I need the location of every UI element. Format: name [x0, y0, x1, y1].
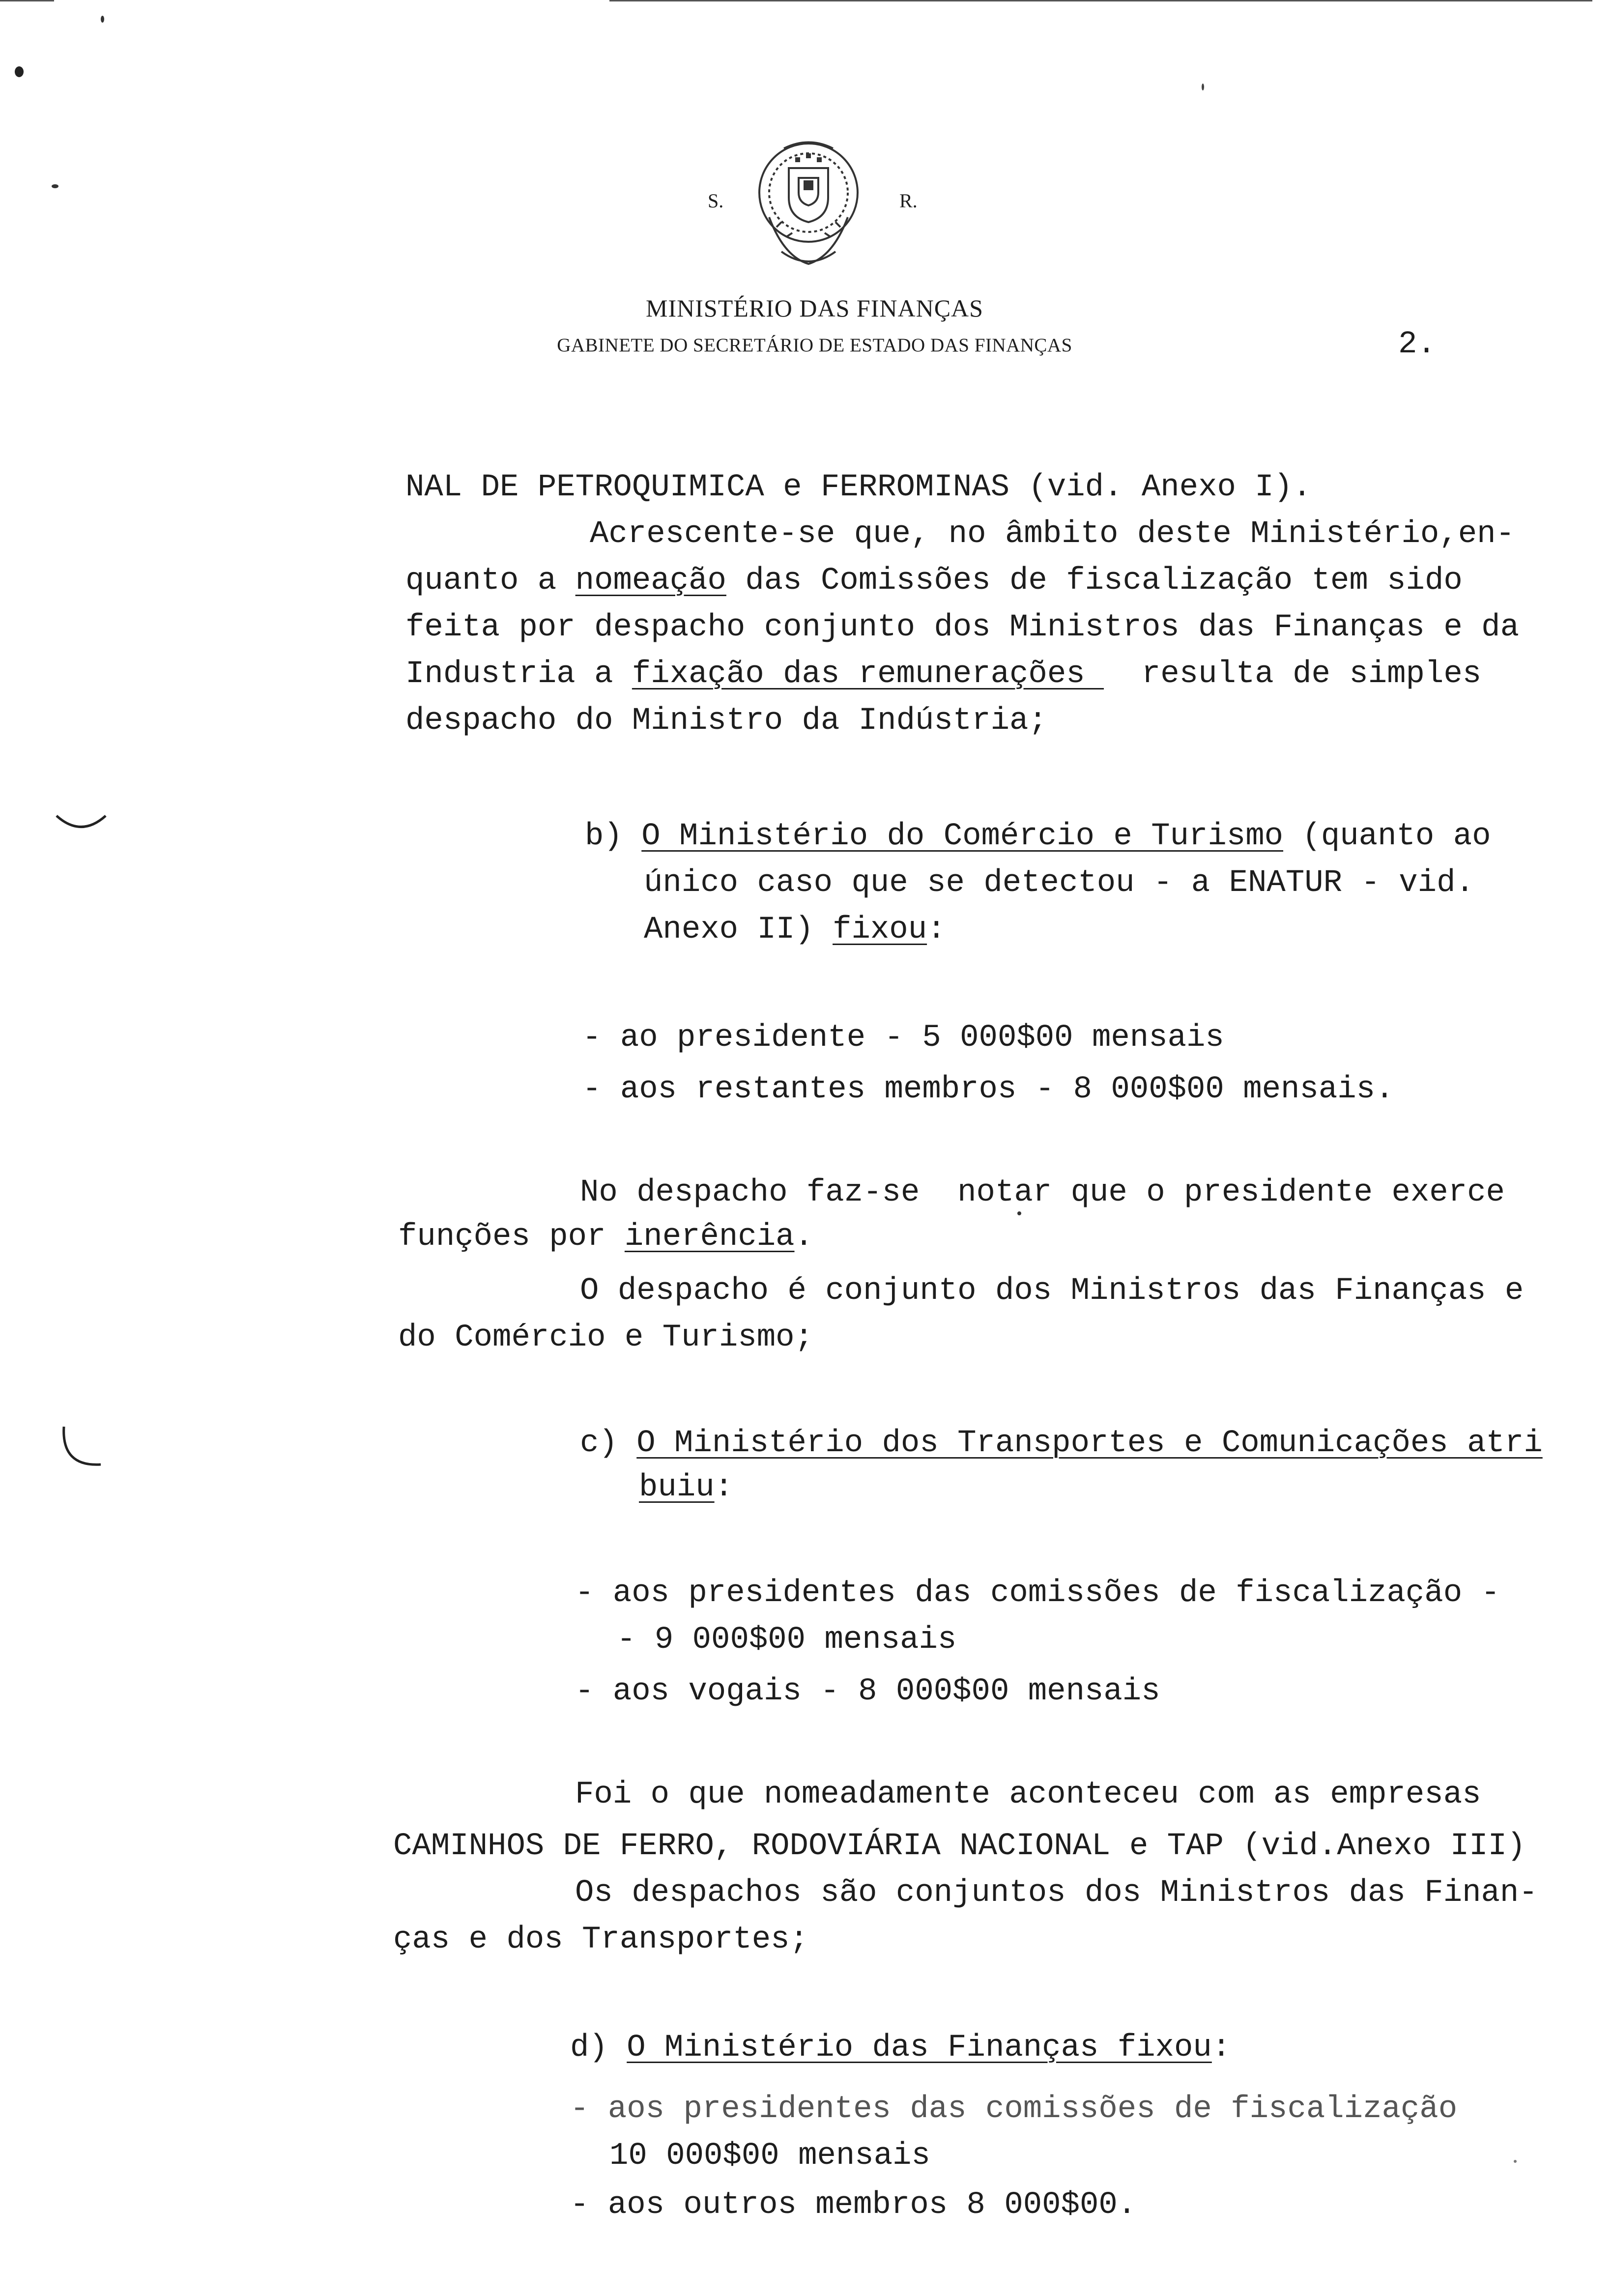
scan-speck [1202, 84, 1204, 90]
item-b-heading [585, 821, 1491, 852]
text-fragment: funções por [398, 1219, 625, 1255]
text-fragment: quanto a [405, 563, 576, 599]
underlined-phrase: inerência [624, 1219, 795, 1255]
scan-speck [1017, 1211, 1021, 1215]
item-d-heading [570, 2032, 1231, 2064]
text-fragment: : [927, 912, 946, 947]
text-line: feita por despacho conjunto dos Ministros das Finanças e da [405, 610, 1519, 645]
text-line [639, 1472, 733, 1503]
text-line: No despacho faz-se notar que o presidente exerce [580, 1175, 1505, 1210]
text-line: Acrescente-se que, no âmbito deste Ministério,en- [590, 517, 1515, 552]
list-item: 10 000$00 mensais [609, 2138, 930, 2174]
ministry-office: GABINETE DO SECRETÁRIO DE ESTADO DAS FINANÇAS [557, 335, 1072, 356]
text-line [644, 914, 946, 946]
text-fragment: b) [585, 819, 642, 854]
item-c-heading [580, 1428, 1543, 1459]
page-number: 2. [1398, 327, 1436, 362]
text-line: NAL DE PETROQUIMICA e FERROMINAS (vid. Anexo I). [405, 470, 1312, 505]
list-item: - aos restantes membros - 8 000$00 mensais. [582, 1072, 1394, 1107]
underlined-phrase: O Ministério das Finanças fixou [627, 2030, 1212, 2066]
list-item: - aos presidentes das comissões de fiscalização - [575, 1576, 1500, 1611]
text-fragment: . [794, 1219, 813, 1255]
binding-mark [54, 811, 108, 840]
coat-of-arms-seal [742, 134, 875, 276]
list-item: - aos presidentes das comissões de fiscalização [570, 2092, 1458, 2127]
binding-mark [59, 1423, 103, 1477]
seal-letter-s: S. [708, 190, 724, 212]
text-fragment: Anexo II) [644, 912, 833, 947]
seal-letter-r: R. [899, 190, 918, 212]
text-fragment: resulta de simples [1104, 657, 1482, 692]
list-item: - 9 000$00 mensais [617, 1622, 957, 1658]
underlined-phrase: O Ministério dos Transportes e Comunicações atri [636, 1426, 1543, 1461]
top-edge-rule [0, 0, 54, 1]
text-line: do Comércio e Turismo; [398, 1320, 813, 1355]
list-item: - aos outros membros 8 000$00. [570, 2187, 1137, 2223]
list-item: - ao presidente - 5 000$00 mensais [582, 1020, 1224, 1056]
text-line: CAMINHOS DE FERRO, RODOVIÁRIA NACIONAL e TAP (vid.Anexo III) [393, 1829, 1526, 1864]
top-edge-rule [609, 0, 1592, 1]
text-line: único caso que se detectou - a ENATUR - vid. [644, 865, 1474, 901]
ministry-name: MINISTÉRIO DAS FINANÇAS [646, 294, 983, 322]
text-fragment: : [1211, 2030, 1231, 2066]
scan-speck [15, 66, 24, 77]
scan-speck [52, 184, 58, 188]
underlined-phrase: fixou [833, 912, 927, 947]
text-fragment: c) [580, 1426, 637, 1461]
text-fragment: : [714, 1470, 734, 1505]
text-fragment: Industria a [405, 657, 632, 692]
text-line [405, 565, 1463, 597]
text-line: despacho do Ministro da Indústria; [405, 703, 1047, 739]
underlined-phrase: nomeação [575, 563, 726, 599]
text-line [398, 1221, 813, 1253]
text-line: O despacho é conjunto dos Ministros das Finanças e [580, 1273, 1524, 1309]
scan-speck [101, 16, 104, 23]
underlined-phrase: buiu [639, 1470, 715, 1505]
text-line: ças e dos Transportes; [393, 1922, 808, 1957]
text-line: Os despachos são conjuntos dos Ministros das Finan- [575, 1875, 1538, 1911]
text-fragment: (quanto ao [1283, 819, 1491, 854]
text-line: Foi o que nomeadamente aconteceu com as empresas [575, 1777, 1481, 1812]
underlined-phrase: O Ministério do Comércio e Turismo [641, 819, 1284, 854]
scan-speck [1514, 2160, 1517, 2163]
text-fragment: das Comissões de fiscalização tem sido [726, 563, 1463, 599]
list-item: - aos vogais - 8 000$00 mensais [575, 1674, 1160, 1709]
text-fragment: d) [570, 2030, 627, 2066]
underlined-phrase: fixação das remunerações [632, 657, 1104, 692]
text-line [405, 659, 1481, 690]
